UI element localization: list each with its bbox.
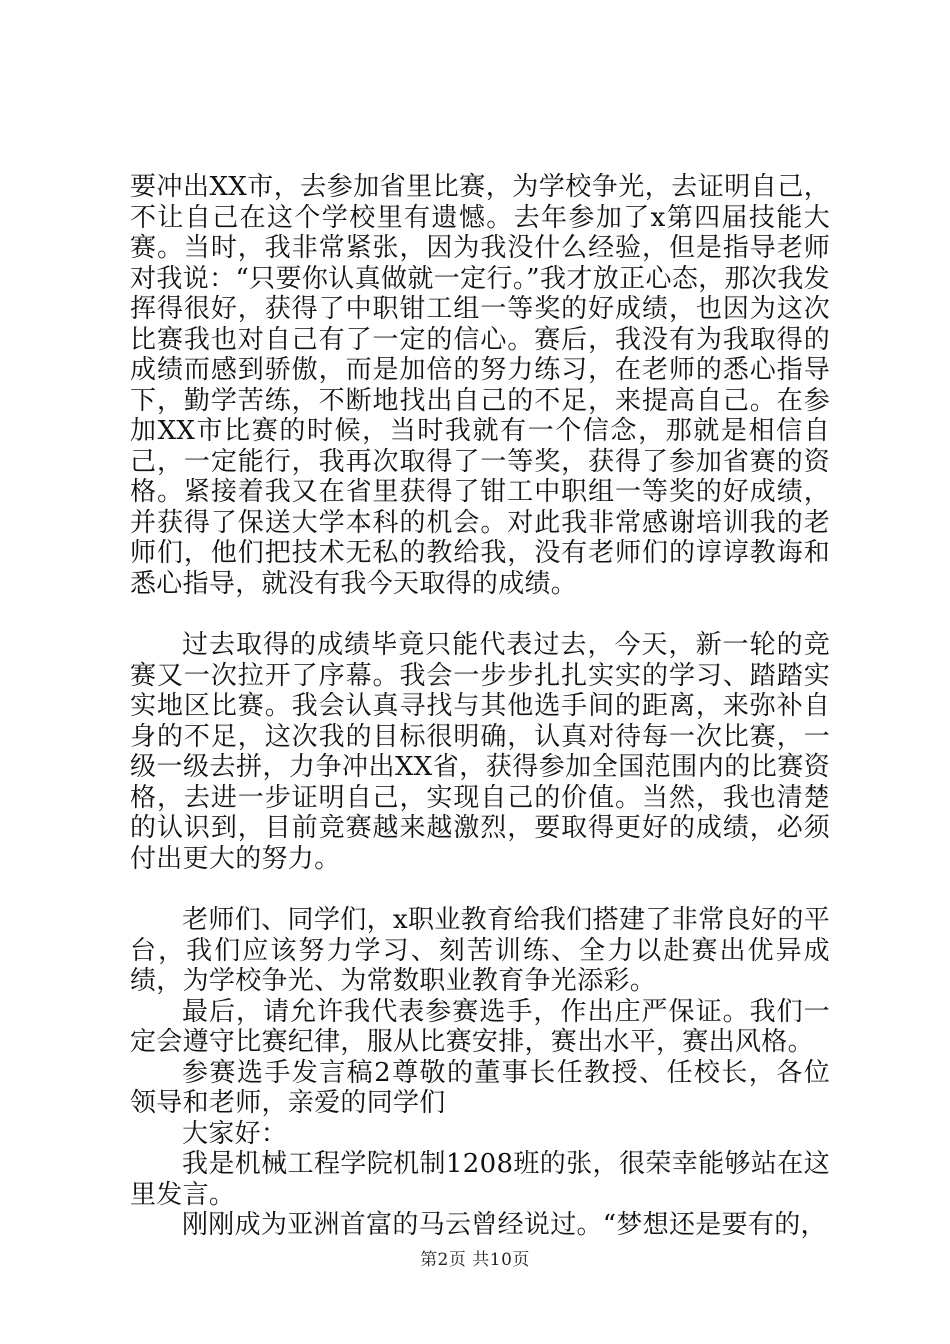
page-footer: 第2页 共10页 [420,1250,530,1270]
document-body [130,172,830,1241]
paragraph-2: 过去取得的成绩毕竟只能代表过去，今天，新一轮的竞赛又一次拉开了序幕。我会一步步扎扎实实的学习、踏踏实实地区比赛。我会认真寻找与其他选手间的距离，来弥补自身的不足，这次我的目标很明确，认真对待每一次比赛，一级一级去拼，力争冲出XX省，获得参加全国范围内的比赛资格，去进一步证明自己，实现自己的价值。当然，我也清楚的认识到，目前竞赛越来越激烈，要取得更好的成绩，必须付出更大的努力。 [130,630,830,874]
paragraph-6: 大家好： [182,1118,288,1149]
paragraph-8: 刚刚成为亚洲首富的马云曾经说过。“梦想还是要有的， [182,1210,827,1240]
paragraph-1: 要冲出XX市，去参加省里比赛，为学校争光，去证明自己，不让自己在这个学校里有遗憾。去年参加了x第四届技能大赛。当时，我非常紧张，因为我没什么经验，但是指导老师对我说：“只要你认真做就一定行。”我才放正心态，那次我发挥得很好，获得了中职钳工组一等奖的好成绩，也因为这次比赛我也对自己有了一定的信心。赛后，我没有为我取得的成绩而感到骄傲，而是加倍的努力练习，在老师的悉心指导下，勤学苦练，不断地找出自己的不足，来提高自己。在参加XX市比赛的时候，当时我就有一个信念，那就是相信自己，一定能行，我再次取得了一等奖，获得了参加省赛的资格。紧接着我又在省里获得了钳工中职组一等奖的好成绩，并获得了保送大学本科的机会。对此我非常感谢培训我的老师们，他们把技术无私的教给我，没有老师们的谆谆教诲和悉心指导，就没有我今天取得的成绩。 [130,172,830,599]
paragraph-4: 最后，请允许我代表参赛选手，作出庄严保证。我们一定会遵守比赛纪律，服从比赛安排，赛出水平，赛出风格。 [130,996,830,1057]
paragraph-3: 老师们、同学们，x职业教育给我们搭建了非常良好的平台，我们应该努力学习、刻苦训练、全力以赴赛出优异成绩，为学校争光、为常数职业教育争光添彩。 [130,905,830,996]
paragraph-5: 参赛选手发言稿2尊敬的董事长任教授、任校长，各位领导和老师，亲爱的同学们 [130,1057,830,1118]
paragraph-7: 我是机械工程学院机制1208班的张，很荣幸能够站在这里发言。 [130,1149,830,1210]
